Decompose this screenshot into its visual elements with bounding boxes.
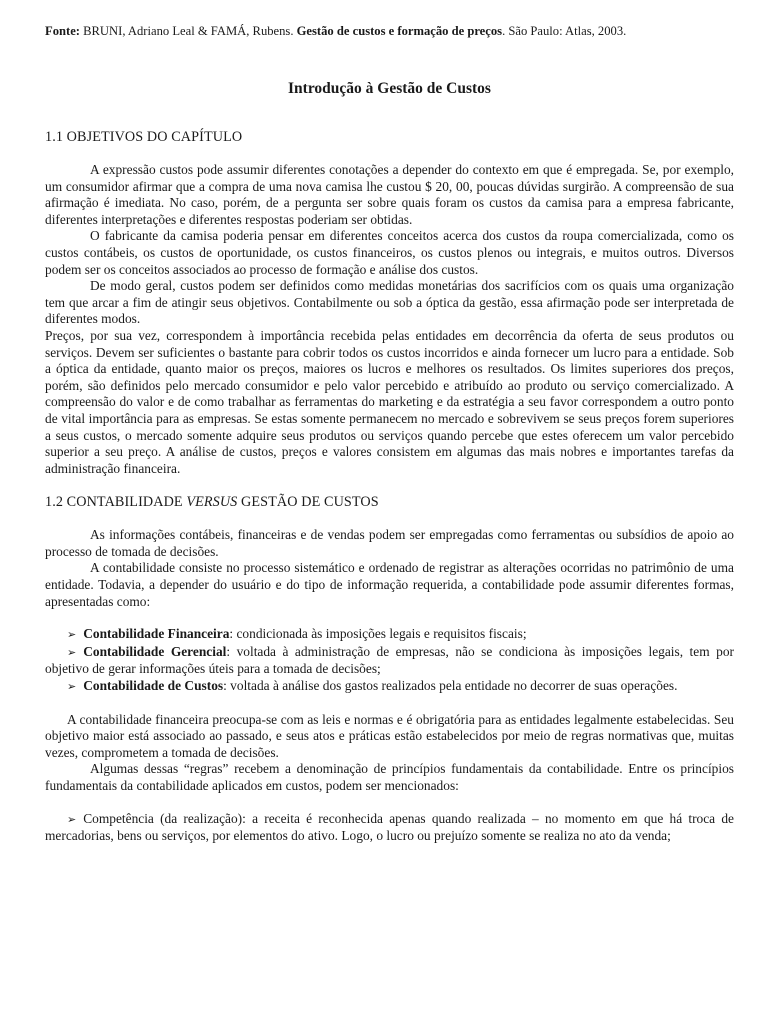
heading-italic: VERSUS [186,494,238,511]
list-item [45,644,734,678]
paragraph: A contabilidade financeira preocupa-se com as leis e normas e é obrigatória para as entidades legalmente estabelecidas. Seu objetivo maior está associado ao passado, e seus atos e práticas estão estabelecidos por meio de regras normativas que, muitas vezes, comprometem a tomada de decisões. [45,711,734,760]
list-item [45,678,734,696]
paragraph: O fabricante da camisa poderia pensar em diferentes conceitos acerca dos custos da roupa comercializada, como os custos contábeis, os custos de oportunidade, os custos financeiros, os custos plenos ou integrais, e muitos outros. Diversos podem ser os conceitos associados ao processo de formação e análise dos custos. [45,228,734,277]
section-heading-objetivos: 1.1 OBJETIVOS DO CAPÍTULO [45,129,243,145]
paragraph: A contabilidade consiste no processo sistemático e ordenado de registrar as alterações ocorridas no patrimônio de uma entidade. Todavia, a depender do usuário e do tipo de informação requerida, a contabilidade pode assumir diferentes formas, apresentadas como: [45,560,734,609]
list-item-text: : condicionada às imposições legais e requisitos fiscais; [229,626,527,642]
source-book-title: Gestão de custos e formação de preços [296,24,503,38]
list-item-text: : voltada à administração de empresas, não se condiciona às imposições legais, tem por objetivo de gerar informações úteis para a tomada de decisões; [45,643,734,677]
section-heading-contabilidade [45,493,734,511]
list-item-term: Contabilidade Financeira [83,626,230,642]
list-item-term: Contabilidade de Custos [83,678,224,694]
arrow-bullet-icon: ➢ [67,629,77,642]
list-item [45,811,734,845]
source-label: Fonte: [45,24,80,38]
list-item [45,626,734,644]
list-item-term: Contabilidade Gerencial [83,643,227,659]
arrow-bullet-icon: ➢ [67,681,77,694]
list-item-text: : voltada à análise dos gastos realizados pela entidade no decorrer de suas operações. [223,678,678,694]
source-publisher: . São Paulo: Atlas, 2003. [502,24,627,38]
document-title: Introdução à Gestão de Custos [288,80,491,97]
heading-suffix: GESTÃO DE CUSTOS [237,494,379,511]
accounting-types-list [45,626,734,695]
source-authors: BRUNI, Adriano Leal & FAMÁ, Rubens. [79,24,297,38]
arrow-bullet-icon: ➢ [67,646,77,659]
source-citation [45,24,734,39]
paragraph: Preços, por sua vez, correspondem à importância recebida pelas entidades em decorrência da oferta de seus produtos ou serviços. Devem ser suficientes o bastante para cobrir todos os custos incorridos e ainda fornecer um lucro para a entidade. Sob a óptica da entidade, quanto maior os preços, maiores os lucros e melhores os resultados. Os limites superiores dos preços, porém, são definidos pelo mercado consumidor e pelo valor percebido e atribuído ao produto ou serviço comercializado. A compreensão do valor e de como trabalhar as ferramentas do marketing e da estratégia a seu favor correspondem a outro ponto de vital importância para as empresas. Se estas somente permanecem no mercado e sobrevivem se seus preços forem superiores a seus custos, o mercado somente adquire seus produtos ou serviços quando percebe que estes oferecem um valor percebido superior a seu preço. A análise de custos, preços e valores consistem em algumas das mais nobres e importantes tarefas da administração financeira. [45,327,734,476]
arrow-bullet-icon: ➢ [67,813,77,826]
paragraph: Algumas dessas “regras” recebem a denominação de princípios fundamentais da contabilidade. Entre os princípios fundamentais da contabilidade aplicados em custos, podem ser mencionados: [45,761,734,793]
paragraph: De modo geral, custos podem ser definidos como medidas monetárias dos sacrifícios com os quais uma organização tem que arcar a fim de atingir seus objetivos. Contabilmente ou sob a óptica da gestão, essa afirmação pode ser interpretada de diferentes modos. [45,278,734,327]
paragraph: As informações contábeis, financeiras e de vendas podem ser empregadas como ferramentas ou subsídios de apoio ao processo de tomada de decisões. [45,527,734,559]
heading-prefix: 1.2 CONTABILIDADE [45,494,187,511]
principles-list [45,811,734,845]
paragraph: A expressão custos pode assumir diferentes conotações a depender do contexto em que é empregada. Se, por exemplo, um consumidor afirmar que a compra de uma nova camisa lhe custou $ 20, 00, poucas dúvidas surgirão. A compreensão de sua afirmação é imediata. No caso, porém, de a pergunta ser sobre quais foram os custos da camisa para a empresa fabricante, diferentes interpretações e diferentes respostas poderiam ser obtidas. [45,162,734,227]
list-item-text: Competência (da realização): a receita é reconhecida apenas quando realizada – no momento em que há troca de mercadorias, bens ou serviços, por elementos do ativo. Logo, o lucro ou prejuízo somente se realiza no ato da venda; [45,810,734,844]
